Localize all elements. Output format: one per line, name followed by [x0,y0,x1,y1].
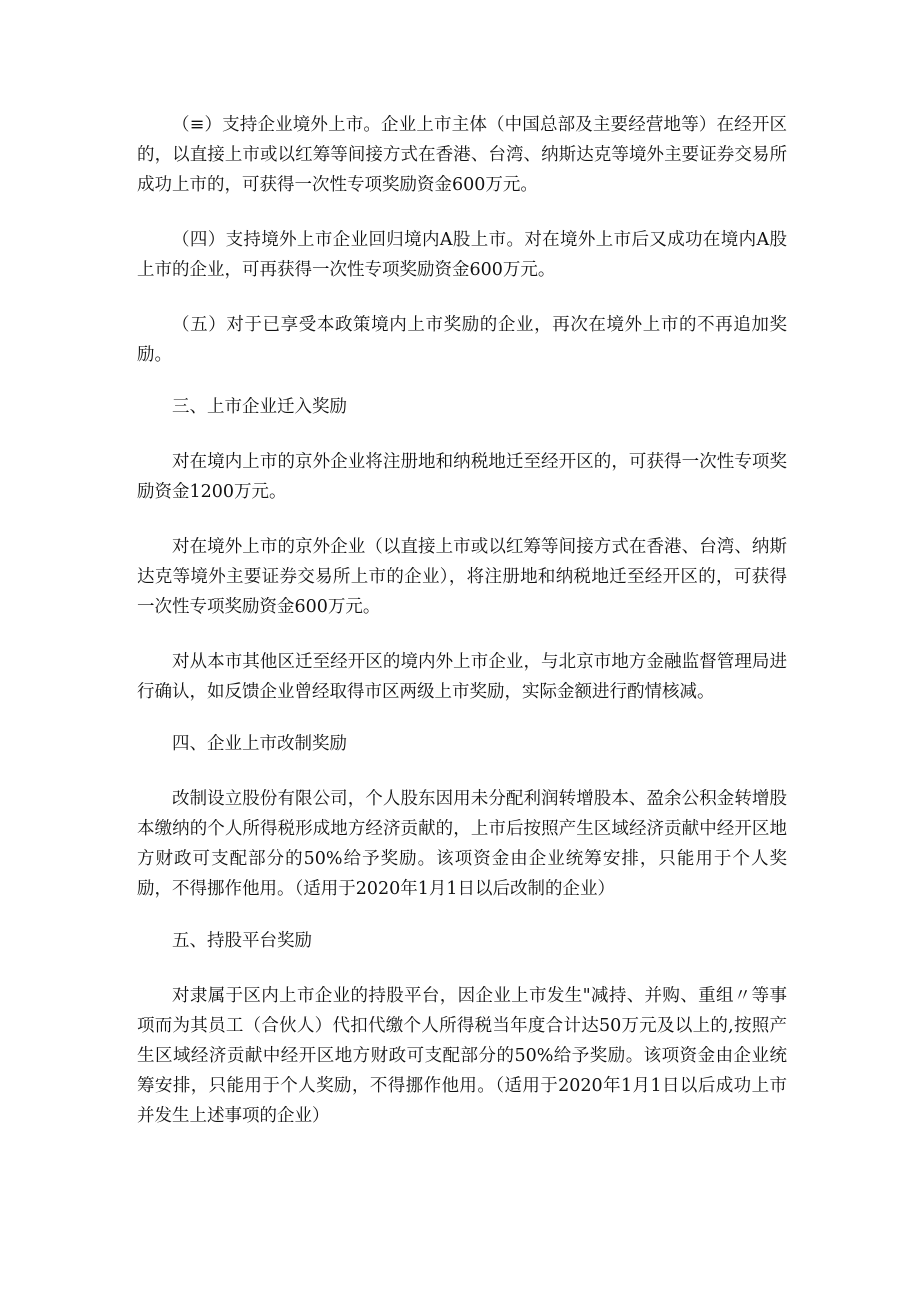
section-heading-relocation: 三、上市企业迁入奖励 [172,397,347,417]
section-heading-shareholding-platform: 五、持股平台奖励 [172,931,312,951]
paragraph-return-a-share: （四）支持境外上市企业回归境内A股上市。对在境外上市后又成功在境内A股上市的企业，可再获得一次性专项奖励资金600万元。 [137,230,787,280]
paragraph-domestic-relocation: 对在境内上市的京外企业将注册地和纳税地迁至经开区的，可获得一次性专项奖励资金1200万元。 [137,452,787,502]
paragraph-overseas-relocation: 对在境外上市的京外企业（以直接上市或以红筹等间接方式在香港、台湾、纳斯达克等境外主要证券交易所上市的企业），将注册地和纳税地迁至经开区的，可获得一次性专项奖励资金600万元。 [137,537,787,617]
paragraph-intra-city-relocation: 对从本市其他区迁至经开区的境内外上市企业，与北京市地方金融监督管理局进行确认，如反馈企业曾经取得市区两级上市奖励，实际金额进行酌情核减。 [137,652,787,702]
paragraph-no-additional-reward: （五）对于已享受本政策境内上市奖励的企业，再次在境外上市的不再追加奖励。 [137,315,787,365]
paragraph-shareholding-platform-reward: 对隶属于区内上市企业的持股平台，因企业上市发生"减持、并购、重组〃等事项而为其员工（合伙人）代扣代缴个人所得税当年度合计达50万元及以上的,按照产生区域经济贡献中经开区地方财政可支配部分的50%给予奖励。该项资金由企业统筹安排，只能用于个人奖励，不得挪作他用。（适用于2020年1月1日以后成功上市并发生上述事项的企业） [137,986,787,1126]
document-page [137,110,787,1131]
paragraph-overseas-listing: （≡）支持企业境外上市。企业上市主体（中国总部及主要经营地等）在经开区的，以直接上市或以红筹等间接方式在香港、台湾、纳斯达克等境外主要证券交易所成功上市的，可获得一次性专项奖励资金600万元。 [137,115,787,195]
section-heading-restructuring: 四、企业上市改制奖励 [172,734,347,754]
paragraph-restructuring-reward: 改制设立股份有限公司，个人股东因用未分配利润转增股本、盈余公积金转增股本缴纳的个人所得税形成地方经济贡献的，上市后按照产生区域经济贡献中经开区地方财政可支配部分的50%给予奖励。该项资金由企业统筹安排，只能用于个人奖励，不得挪作他用。（适用于2020年1月1日以后改制的企业） [137,789,787,899]
